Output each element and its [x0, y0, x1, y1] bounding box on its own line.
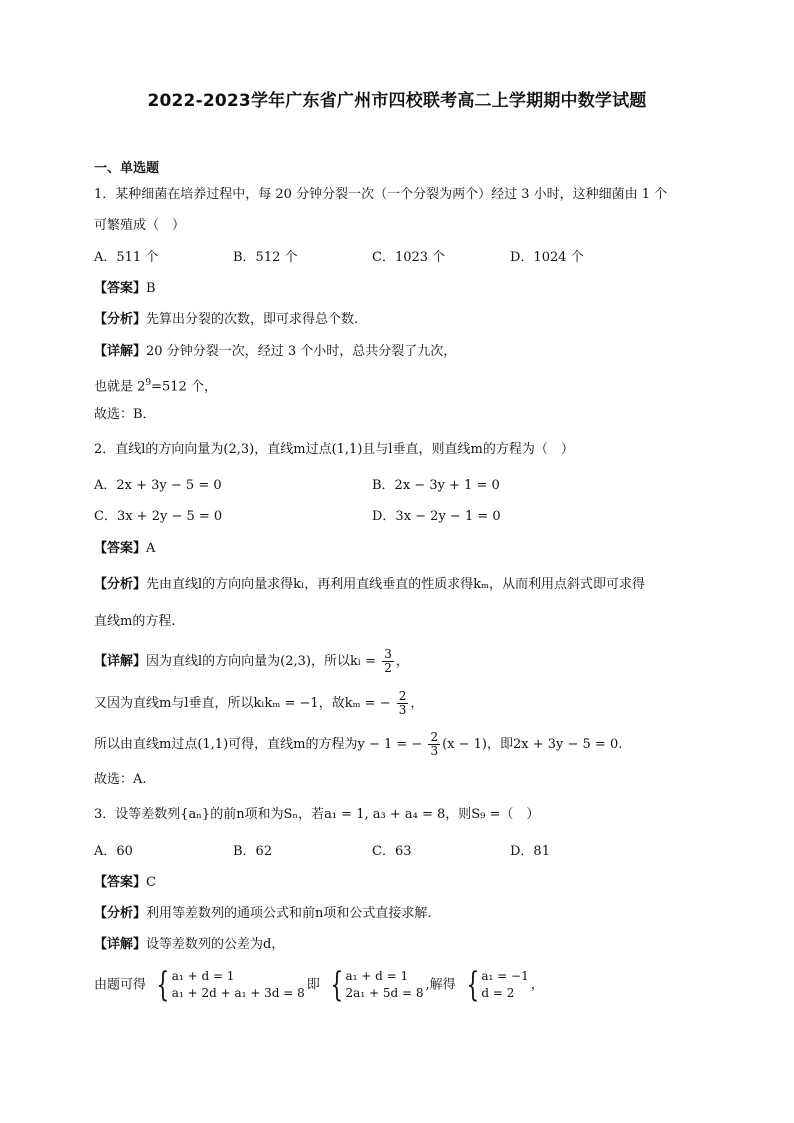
detail-text: 又因为直线m与l垂直，所以kₗkₘ = −1，故kₘ = −	[94, 696, 391, 711]
q3-detail-line1	[94, 936, 284, 954]
answer-tag: 【答案】	[94, 281, 147, 296]
denominator: 3	[430, 744, 439, 758]
detail-tag: 【详解】	[94, 654, 147, 669]
q1-detail-line1	[94, 343, 456, 361]
q1-answer	[94, 280, 156, 298]
answer-tag: 【答案】	[94, 875, 147, 890]
detail-text: 因为直线l的方向向量为(2,3)，所以kₗ =	[146, 654, 377, 669]
denominator: 3	[398, 703, 407, 717]
section-heading: 一、单选题	[94, 161, 160, 176]
q1-detail-line2	[94, 374, 217, 396]
q1-stem-line2: 可繁殖成（ ）	[94, 218, 186, 233]
equation-row: a₁ = −1	[481, 969, 529, 983]
brace: {	[330, 965, 344, 1005]
detail-text: 由题可得	[94, 977, 147, 993]
detail-tag: 【详解】	[94, 344, 147, 359]
analysis-text: 先算出分裂的次数，即可求得总个数.	[146, 312, 359, 327]
q3-option-a: A．60	[94, 844, 133, 859]
analysis-tag: 【分析】	[94, 577, 147, 592]
q3-detail-line2	[94, 965, 544, 1005]
analysis-tag: 【分析】	[94, 906, 147, 921]
numerator: 2	[398, 689, 407, 703]
detail-text: (x − 1)，即2x + 3y − 5 = 0.	[442, 737, 623, 752]
q2-detail-line3	[94, 731, 622, 758]
answer-value: A	[146, 541, 156, 556]
numerator: 2	[430, 730, 439, 744]
q3-option-d: D．81	[510, 844, 550, 859]
q3-stem: 3．设等差数列{aₙ}的前n项和为Sₙ，若a₁ = 1, a₃ + a₄ = 8，则S₉ =（ ）	[94, 807, 540, 822]
equation-system	[462, 965, 529, 1005]
equation-row: a₁ + 2d + a₁ + 3d = 8	[171, 986, 305, 1000]
detail-text: ,解得	[425, 977, 456, 993]
detail-text: 设等差数列的公差为d，	[146, 937, 285, 952]
q2-choose: 故选：A.	[94, 772, 147, 787]
q1-option-a: A．511 个	[94, 250, 159, 265]
q3-analysis	[94, 905, 432, 923]
q3-answer	[94, 874, 156, 892]
fraction	[397, 690, 409, 717]
page-title: 2022-2023学年广东省广州市四校联考高二上学期期中数学试题	[147, 91, 647, 111]
answer-value: C	[146, 875, 156, 890]
fraction	[382, 648, 394, 675]
q1-stem-line1: 1．某种细菌在培养过程中，每 20 分钟分裂一次（一个分裂为两个）经过 3 小时，这种细菌由 1 个	[94, 187, 668, 202]
equation-system	[152, 965, 305, 1005]
detail-tag: 【详解】	[94, 937, 147, 952]
q2-option-a: A．2x + 3y − 5 = 0	[94, 478, 222, 493]
q1-analysis	[94, 311, 358, 329]
detail-text: 20 分钟分裂一次，经过 3 个小时，总共分裂了九次，	[146, 344, 457, 359]
equation-row: a₁ + d = 1	[171, 969, 235, 983]
q1-option-c: C．1023 个	[372, 250, 446, 265]
q2-option-c: C．3x + 2y − 5 = 0	[94, 509, 223, 524]
equation-row: 2a₁ + 5d = 8	[345, 986, 424, 1000]
q1-option-b: B．512 个	[233, 250, 298, 265]
q2-option-b: B．2x − 3y + 1 = 0	[372, 478, 500, 493]
q2-stem: 2．直线l的方向向量为(2,3)，直线m过点(1,1)且与l垂直，则直线m的方程为（ ）	[94, 442, 574, 457]
brace: {	[156, 965, 170, 1005]
q2-detail-line2	[94, 690, 423, 717]
q3-option-c: C．63	[372, 844, 412, 859]
detail-text: ，	[530, 977, 544, 993]
answer-value: B	[146, 281, 156, 296]
detail-text: 即	[306, 977, 320, 993]
numerator: 3	[384, 647, 392, 661]
detail-text: 也就是 2	[94, 379, 146, 395]
exponent: 9	[145, 378, 152, 388]
analysis-text: 先由直线l的方向向量求得kₗ，再利用直线垂直的性质求得kₘ，从而利用点斜式即可求得	[146, 577, 646, 592]
equation-row: d = 2	[481, 986, 515, 1000]
q3-option-b: B．62	[233, 844, 273, 859]
detail-text: ，	[395, 654, 409, 669]
answer-tag: 【答案】	[94, 541, 147, 556]
fraction	[428, 731, 440, 758]
q2-option-d: D．3x − 2y − 1 = 0	[372, 509, 501, 524]
q2-detail-line1	[94, 648, 409, 675]
q2-analysis-line1	[94, 576, 645, 594]
detail-text: 所以由直线m过点(1,1)可得，直线m的方程为y − 1 = −	[94, 737, 423, 752]
detail-text: =512 个，	[151, 379, 217, 395]
brace: {	[466, 965, 480, 1005]
equation-system	[326, 965, 424, 1005]
q2-analysis-line2: 直线m的方程.	[94, 614, 176, 629]
analysis-text: 利用等差数列的通项公式和前n项和公式直接求解.	[146, 906, 432, 921]
q2-answer	[94, 540, 155, 558]
equation-row: a₁ + d = 1	[345, 969, 409, 983]
q1-choose: 故选：B．	[94, 407, 156, 422]
q1-option-d: D．1024 个	[510, 250, 584, 265]
denominator: 2	[384, 661, 392, 675]
detail-text: ，	[410, 696, 424, 711]
analysis-tag: 【分析】	[94, 312, 147, 327]
